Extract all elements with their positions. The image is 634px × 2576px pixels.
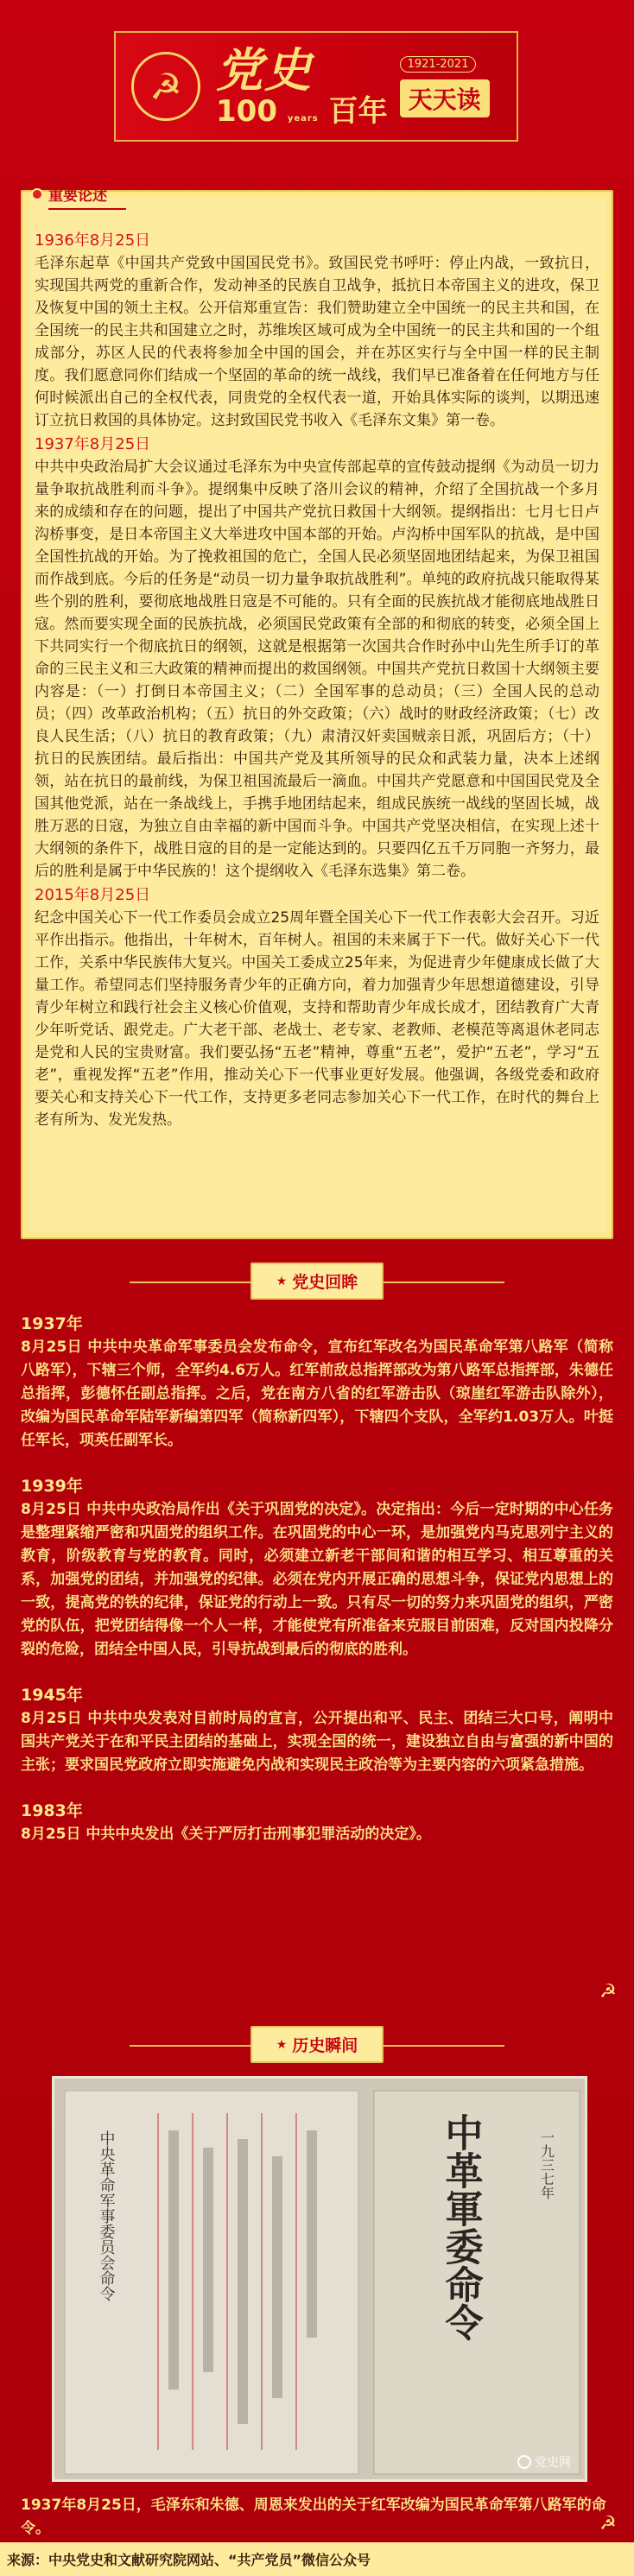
- important-content: [35, 228, 599, 1133]
- history-text: 8月25日 中共中央革命军事委员会发布命令，宣布红军改名为国民革命军第八路军（简称八路军），下辖三个师，全军约4.6万人。红军前敌总指挥部改为第八路军总指挥部，朱德任总指挥，彭德怀任副总指挥。之后，党在南方八省的红军游击队（琼崖红军游击队除外），改编为国民革命军陆军新编第四军（简称新四军），下辖四个支队，全军约1.03万人。叶挺任军长，项英任副军长。: [21, 1339, 613, 1449]
- moment-header-label: 历史瞬间: [292, 2036, 358, 2055]
- important-section: [21, 187, 613, 1239]
- star-icon: ★: [276, 2037, 288, 2052]
- header-line-left: [130, 1282, 250, 1283]
- entry-date: 1936年8月25日: [35, 231, 151, 250]
- party-emblem-icon: ☭: [131, 52, 200, 121]
- watermark-label: 党史网: [535, 2456, 571, 2470]
- header-line-right: [384, 2045, 504, 2047]
- banner-right: [400, 56, 490, 117]
- entry-text: 纪念中国关心下一代工作委员会成立25周年暨全国关心下一代工作表彰大会召开。习近平作出指示。他指出，十年树木，百年树人。祖国的未来属于下一代。做好关心下一代工作，关系中华民族伟大复兴。中国关工委成立25年来，为促进青少年健康成长做了大量工作。希望同志们坚持服务青少年的正确方向，着力加强青少年思想道德建设，引导青少年树立和践行社会主义核心价值观，支持和帮助青少年成长成才，团结教育广大青少年听党话、跟党走。广大老干部、老战士、老专家、老教师、老模范等离退休老同志是党和人民的宝贵财富。我们要弘扬“五老”精神，尊重“五老”，爱护“五老”，学习“五老”，重视发挥“五老”作用，推动关心下一代事业更好发展。他强调，各级党委和政府要关心和支持关心下一代工作，支持更多老同志参加关心下一代工作，在时代的舞台上老有所为、发光发热。: [35, 909, 599, 1129]
- header-line-left: [130, 2045, 250, 2047]
- doc-right-sub: 一九三七年: [538, 2130, 555, 2199]
- banner-years-range: 1921-2021: [400, 56, 477, 73]
- history-year: 1983年: [21, 1801, 83, 1820]
- history-year: 1945年: [21, 1686, 83, 1705]
- moment-header: [0, 2026, 634, 2063]
- header-banner: [114, 31, 518, 142]
- banner-years-small: years: [287, 114, 319, 123]
- history-text: 8月25日 中共中央发出《关于严厉打击刑事犯罪活动的决定》。: [21, 1826, 431, 1843]
- banner-hundred-number: 100: [216, 94, 277, 129]
- history-year: 1937年: [21, 1314, 83, 1333]
- history-text: 8月25日 中共中央发表对目前时局的宣言，公开提出和平、民主、团结三大口号，阐明中国共产党关于在和平民主团结的基础上，实现全国的统一，建设独立自由与富强的新中国的主张；要求国民党政府立即实施避免内战和实现民主政治等为主要内容的六项紧急措施。: [21, 1710, 613, 1774]
- moment-header-pill: [250, 2026, 384, 2063]
- banner-daily: 天天读: [400, 79, 490, 117]
- entry-date: 2015年8月25日: [35, 886, 151, 904]
- photo-caption: 1937年8月25日，毛泽东和朱德、周恩来发出的关于红军改编为国民革命军第八路军的命令。: [21, 2497, 606, 2537]
- important-tag: [31, 183, 107, 205]
- banner-title-group: [216, 42, 388, 129]
- history-entry: [21, 1684, 613, 1777]
- doc-left-text: 中央革命军事委员会命令: [97, 2130, 116, 2301]
- history-text: 8月25日 中共中央政治局作出《关于巩固党的决定》。决定指出：今后一定时期的中心任务是整理紧缩严密和巩固党的组织工作。在巩固党的中心一环，是加强党内马克思列宁主义的教育，阶级教育与党的教育。同时，必须建立新老干部间和谐的相互学习、相互尊重的关系，加强党的团结，并加强党的纪律。必须在党内开展正确的思想斗争，保证党内思想上的一致，提高党的铁的纪律，保证党的行动上一致。只有尽一切的努力来巩固党的组织，严密党的队伍，把党团结得像一个人一样，才能使党有所准备来克服目前困难，反对国内投降分裂的危险，团结全中国人民，引导抗战到最后的彻底的胜利。: [21, 1501, 613, 1658]
- header-line-right: [384, 1282, 504, 1283]
- history-header: [0, 1263, 634, 1300]
- entry-text: 中共中央政治局扩大会议通过毛泽东为中央宣传部起草的宣传鼓动提纲《为动员一切力量争取抗战胜利而斗争》。提纲集中反映了洛川会议的精神，介绍了全国抗战一个多月来的成绩和存在的问题，提出了中国共产党抗日救国十大纲领。提纲指出：七月七日卢沟桥事变，是日本帝国主义大举进攻中国本部的开始。卢沟桥中国军队的抗战，是中国全国性抗战的开始。为了挽救祖国的危亡，全国人民必须坚固地团结起来，为保卫祖国而作战到底。今后的任务是“动员一切力量争取抗战胜利”。单纯的政府抗战只能取得某些个别的胜利，要彻底地战胜日寇是不可能的。只有全面的民族抗战才能彻底地战胜日寇。然而要实现全面的民族抗战，必须国民党政策有全部的和彻底的转变，必须全国上下共同实行一个彻底抗日的纲领，这就是根据第一次国共合作时孙中山先生所手订的革命的三民主义和三大政策的精神而提出的救国纲领。中国共产党抗日救国十大纲领主要内容是：（一）打倒日本帝国主义；（二）全国军事的总动员；（三）全国人民的总动员；（四）改革政治机构；（五）抗日的外交政策；（六）战时的财政经济政策；（七）改良人民生活；（八）抗日的教育政策；（九）肃清汉奸卖国贼亲日派，巩固后方；（十）抗日的民族团结。最后指出：中国共产党及其所领导的民众和武装力量，决本上述纲领，站在抗日的最前线，为保卫祖国流最后一滴血。中国共产党愿意和中国国民党及全国其他党派，站在一条战线上，手携手地团结起来，组成民族统一战线的坚固长城，战胜万恶的日寇，为独立自由幸福的新中国而斗争。中国共产党坚决相信，在实现上述十大纲领的条件下，战胜日寇的目的是一定能达到的。只要四亿五千万同胞一齐努力，最后的胜利是属于中华民族的！这个提纲收入《毛泽东选集》第二卷。: [35, 459, 599, 880]
- important-tag-label: 重要论述: [48, 187, 107, 205]
- history-header-pill: [250, 1263, 384, 1300]
- document-photo-image: [54, 2079, 587, 2482]
- photo-watermark: [517, 2453, 571, 2471]
- history-year: 1939年: [21, 1477, 83, 1496]
- history-entry: [21, 1800, 613, 1846]
- history-entry: [21, 1313, 613, 1453]
- watermark-icon: [517, 2455, 531, 2469]
- banner-hundred-suffix: 百年: [328, 94, 388, 129]
- banner-title: 党史: [216, 42, 313, 98]
- red-dot-icon: [31, 188, 43, 200]
- doc-right-title: 中革軍委命令: [438, 2113, 483, 2341]
- historical-photo: [52, 2076, 587, 2482]
- hammer-sickle-icon: ☭: [599, 2512, 617, 2535]
- history-entry: [21, 1475, 613, 1661]
- tag-underline: [48, 208, 126, 210]
- banner-hundred: [216, 94, 388, 129]
- source-footer: 来源：中央党史和文献研究院网站、“共产党员”微信公众号: [0, 2542, 634, 2576]
- entry-text: 毛泽东起草《中国共产党致中国国民党书》。致国民党书呼吁：停止内战，一致抗日，实现国共两党的重新合作，发动神圣的民族自卫战争，抵抗日本帝国主义的进攻，保卫及恢复中国的领土主权。公开信郑重宣告：我们赞助建立全中国统一的民主共和国，在全国统一的民主共和国建立之时，苏维埃区域可成为全中国统一的民主共和国的一个组成部分，苏区人民的代表将参加全中国的国会，并在苏区实行与全中国一样的民主制度。我们愿意同你们结成一个坚固的革命的统一战线，我们早已准备着在任何地方与任何时候派出自己的全权代表，同贵党的全权代表一道，开始具体实际的谈判，以期迅速订立抗日救国的具体协定。这封致国民党书收入《毛泽东文集》第一卷。: [35, 255, 599, 429]
- entry-date: 1937年8月25日: [35, 435, 151, 453]
- hammer-sickle-icon: ☭: [599, 1980, 617, 2003]
- history-header-label: 党史回眸: [292, 1273, 358, 1292]
- star-icon: ★: [276, 1274, 288, 1288]
- history-section: [21, 1313, 613, 2003]
